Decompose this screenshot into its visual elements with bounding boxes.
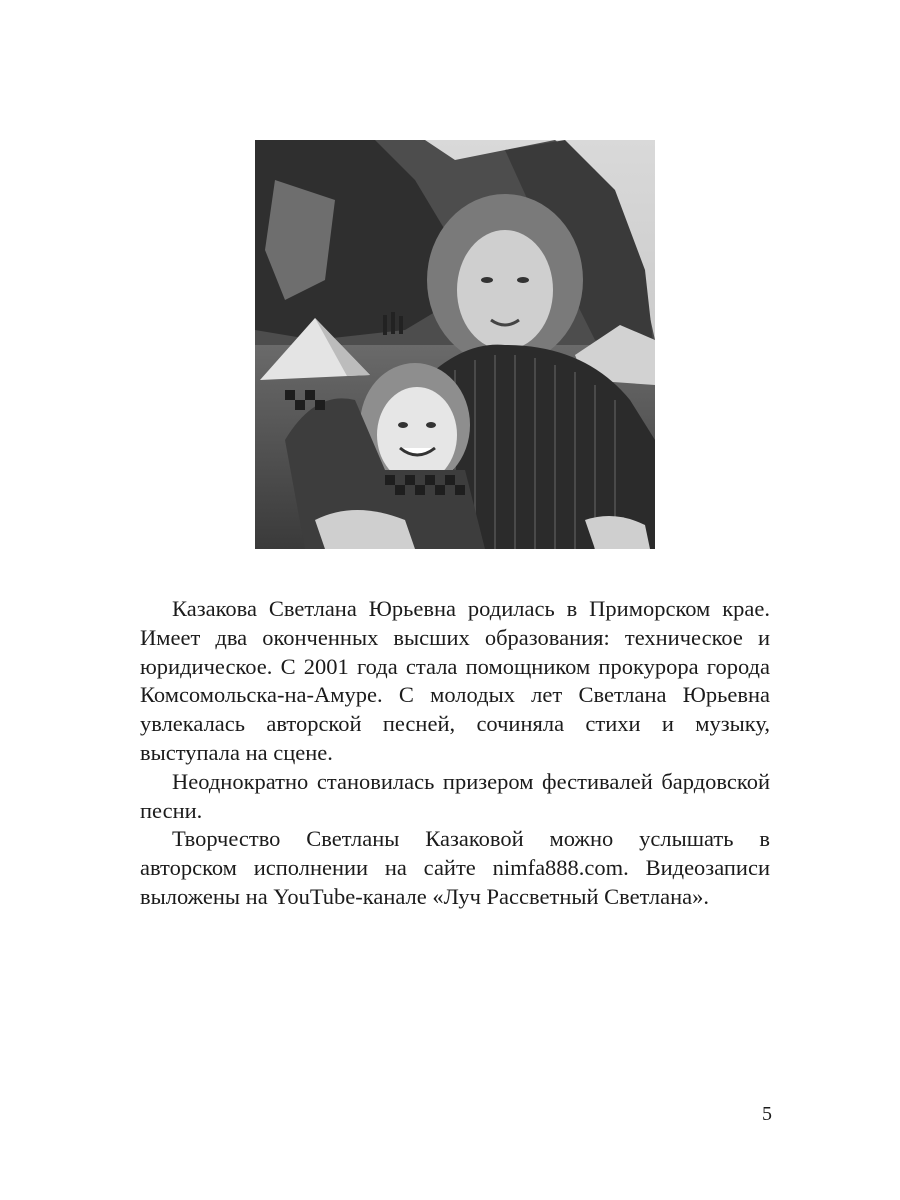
paragraph-3: Творчество Светланы Казаковой можно услышать в авторском исполнении на сайте nimfa888.com. Видеозаписи выложены на YouTube-канале «Луч Рассветный Светлана». xyxy=(140,826,770,909)
portrait-photo xyxy=(255,140,655,549)
biography-text xyxy=(140,595,770,912)
paragraph-1: Казакова Светлана Юрьевна родилась в Приморском крае. Имеет два оконченных высших образования: техническое и юридическое. С 2001 года стала помощником прокурора города Комсомольска-на-Амуре. С молодых лет Светлана Юрьевна увлекалась авторской песней, сочиняла стихи и музыку, выступала на сцене. xyxy=(140,596,770,765)
page-number: 5 xyxy=(762,1103,772,1125)
paragraph-2: Неоднократно становилась призером фестивалей бардовской песни. xyxy=(140,768,770,823)
photo-illustration xyxy=(255,140,655,549)
